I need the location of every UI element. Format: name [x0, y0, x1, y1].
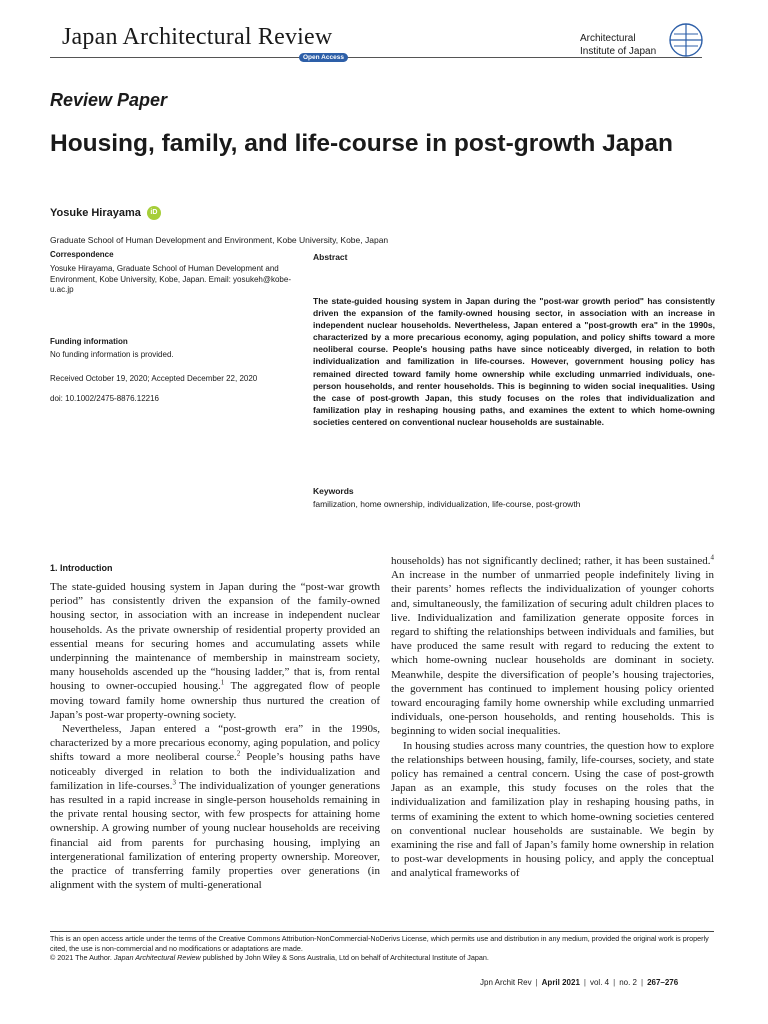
paragraph-1: The state-guided housing system in Japan during the “post-war growth period” has consistently driven the expansion of the family-owned housing sector, in association with an increase in independent nuclear households. As the private ownership of residential property provided an essential means for securing homes and accumulating assets while underpinning the maintenance of membership in mainstream society, many households ascended up the “housing ladder,” that is, from rental housing to owner-occupied housing.$^1$ The aggregated flow of people moving toward family home ownership thus nurtured the creation of Japan’s post-war property-owning society. — [50, 581, 380, 721]
keywords-heading: Keywords — [313, 486, 354, 496]
body-column-right — [391, 554, 714, 881]
author-affiliation: Graduate School of Human Development and Environment, Kobe University, Kobe, Japan — [50, 235, 389, 245]
funding-heading: Funding information — [50, 337, 128, 346]
body-column-left — [50, 580, 380, 892]
journal-title: Japan Architectural Review — [62, 24, 333, 50]
society-name — [580, 32, 656, 58]
society-name-line1: Architectural — [580, 33, 636, 44]
paragraph-3: households) has not significantly declined; rather, it has been sustained.$^4$ An increase in the number of unmarried people indefinitely living in their parents’ homes reflects the individualization of younger cohorts and, simultaneously, the familization of securing adult children places to live. Individualization and familization generate opposite forces in regard to shifting the relationships between individuals and families, but have produced the same result with regard to reducing the extent to which home-owning nuclear households are dominant in society. Meanwhile, despite the diversification of people’s housing trajectories, the government has continued to implement housing policy oriented toward encouraging family home ownership while excluding unmarried individuals, one-person households, and renting households. This is beginning to widen social inequalities. — [391, 553, 714, 738]
funding-text: No funding information is provided. — [50, 350, 174, 359]
citation-4[interactable]: 4 — [710, 553, 714, 562]
correspondence-text: Yosuke Hirayama, Graduate School of Human Development and Environment, Kobe University, Kobe, Japan. Email: yosukeh@kobe-u.ac.jp — [50, 264, 291, 294]
society-name-line2: Institute of Japan — [580, 46, 657, 57]
article-title: Housing, family, and life-course in post-growth Japan — [50, 130, 673, 157]
article-type: Review Paper — [50, 90, 168, 110]
open-access-badge: Open Access — [299, 53, 348, 62]
correspondence-heading: Correspondence — [50, 250, 114, 259]
keywords-list: familization, home ownership, individualization, life-course, post-growth — [313, 499, 581, 509]
received-dates: Received October 19, 2020; Accepted December 22, 2020 — [50, 374, 258, 383]
volume: vol. 4 — [589, 978, 610, 987]
page-range: 267–276 — [647, 978, 679, 987]
issue-date: April 2021 — [541, 978, 580, 987]
aij-logo-icon — [668, 22, 704, 58]
citation-1[interactable]: 1 — [220, 678, 225, 687]
journal-abbreviation: Jpn Archit Rev — [480, 978, 532, 987]
abstract-heading: Abstract — [313, 252, 348, 262]
copyright-notice: © 2021 The Author. Japan Architectural Review published by John Wiley & Sons Australia, Ltd on behalf of Architectural Institute of Japan. — [50, 953, 489, 962]
author-name: Yosuke Hirayama — [50, 207, 141, 219]
author-line — [50, 206, 161, 220]
paragraph-4: In housing studies across many countries, the question how to explore the relationships between housing, family, life-courses, society, and state policy has remained a central concern. Using the case of post-growth Japan as an example, this study focuses on the roles that the individualization and familization play in reshaping housing paths, in terms of examining the extent to which home-owning societies centered on conventional nuclear households are sustainable. We begin by examining the rise and fall of Japan’s family home ownership in relation to post-war developments in housing policy, and apply the conceptual and analytical frameworks of — [391, 739, 714, 880]
doi-link[interactable]: doi: 10.1002/2475-8876.12216 — [50, 394, 159, 403]
license-notice: This is an open access article under the terms of the Creative Commons Attribution-NonCommercial-NoDerivs License, which permits use and distribution in any medium, provided the original work is properly cited, the use is non-commercial and no modifications or adaptations are made. — [50, 934, 709, 953]
section-heading-introduction: 1. Introduction — [50, 563, 113, 573]
citation-2[interactable]: 2 — [236, 749, 241, 758]
citation-3[interactable]: 3 — [172, 778, 176, 787]
issue-number: no. 2 — [619, 978, 637, 987]
page-info: Jpn Archit Rev | April 2021 | vol. 4 | no. 2 | 267–276 — [480, 978, 679, 987]
abstract-text: The state-guided housing system in Japan during the "post-war growth period" has consistently driven the expansion of the family-owned housing sector, in association with an increase in independent nuclear households. Nevertheless, Japan entered a "post-growth era" in the 1990s, characterized by a more precarious economy, aging population, and policy shifts toward a more neoliberal course. People's housing paths have since noticeably diverged, in relation to both individualization and familization in life-courses. However, government housing policy has remained directed toward family home ownership while excluding unmarried individuals, one-person households, and renter households. This is beginning to widen social inequalities. Using the case of post-growth Japan, this study focuses on the roles that individualization and familization play in reshaping housing paths, and examines the extent to which home-owning societies centered on conventional nuclear households are sustainable. — [313, 296, 715, 427]
paragraph-2: Nevertheless, Japan entered a “post-growth era” in the 1990s, characterized by a more precarious economy, aging population, and policy shifts toward a more neoliberal course.$^2$ People’s housing paths have noticeably diverged in relation to both the individualization and familization in life-courses.$^3$ The individualization of younger generations has resulted in a rapid increase in single-person households remaining in the private rental housing sector, with few prospects for attaining home ownership. A growing number of young nuclear households are receiving financial aid from parents for purchasing housing, implying an intergenerational familization of entering property ownership. Moreover, the practice of transferring family properties over generations (in alignment with the system of multi-generational — [50, 723, 381, 892]
orcid-icon[interactable]: iD — [147, 206, 161, 220]
footer-divider — [50, 931, 714, 932]
